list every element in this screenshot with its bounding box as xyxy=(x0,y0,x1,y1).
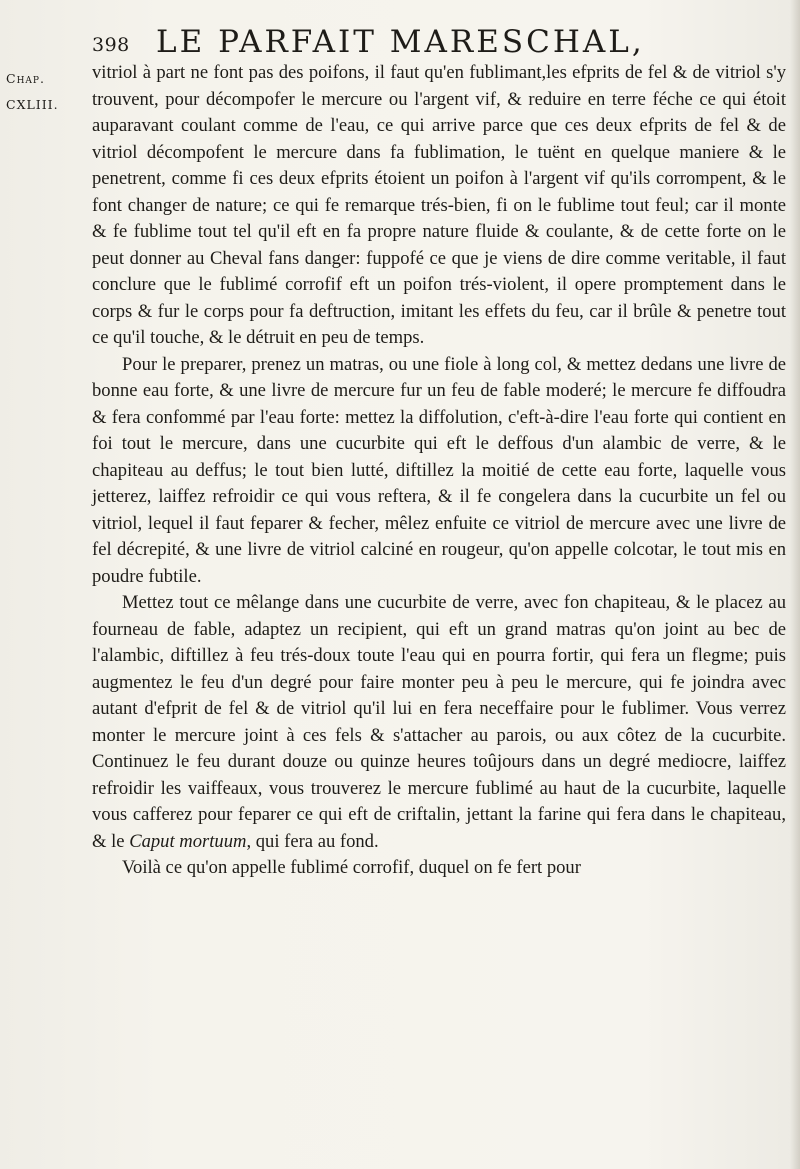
paragraph-3-end: , qui fera au fond. xyxy=(246,830,379,852)
running-head xyxy=(92,22,732,62)
book-title: LE PARFAIT MARESCHAL, xyxy=(156,24,645,60)
paragraph-4: Voilà ce qu'on appelle fublimé corrofif, duquel on fe fert pour xyxy=(122,857,581,878)
page-gutter-shadow xyxy=(790,0,800,1169)
paragraph-3-text: Mettez tout ce mêlange dans une cucurbite de verre, avec fon chapiteau, & le placez au fourneau de fable, adaptez un recipient, qui eft un grand matras qu'on joint au bec de l'alambic, diftillez à feu trés-doux toute l'eau qui en pourra fortir, qui fera un flegme; puis augmentez le feu d'un degré pour faire monter peu à peu le mercure, qui fe joindra avec autant d'efprit de fel & de vitriol qu'il lui en fera neceffaire pour le fublimer. Vous verrez monter le mercure joint à ces fels & s'attacher au parois, ou aux côtez de la cucurbite. Continuez le feu durant douze ou quinze heures toûjours dans un degré mediocre, laiffez refroidir les vaiffeaux, vous trouverez le mercure fublimé au haut de la cucurbite, laquelle vous cafferez pour feparer ce qui eft de criftalin, jettant la farine qui fera dans le chapiteau, & le xyxy=(92,592,786,852)
paragraph-1: vitriol à part ne font pas des poifons, il faut qu'en fublimant,les efprits de fel & de vitriol s'y trouvent, pour décompofer le mercure ou l'argent vif, & reduire en terre féche ce qui étoit auparavant coulant comme de l'eau, ce qui arrive parce que ces deux efprits de fel & de vitriol décompofent le mercure dans fa fublimation, le tuënt en quelque maniere & le penetrent, comme fi ces deux efprits étoient un poifon à l'argent vif qu'ils corrompent, & le font changer de nature; ce qui fe remarque trés-bien, fi on le fublime tout feul; car il monte & fe fublime tout tel qu'il eft en fa propre nature fluide & coulante, & de cette forte on le peut donner au Cheval fans danger: fuppofé ce que je viens de dire comme veritable, il faut conclure que le fublimé corrofif eft un poifon trés-violent, il opere promptement dans le corps & fur le corps pour fa deftruction, imitant les effets du feu, car il brûle & penetre tout ce qu'il touche, & le détruit en peu de temps. xyxy=(92,62,786,348)
margin-chap-number: CXLIII. xyxy=(6,97,59,112)
margin-chap-label: Chap. xyxy=(6,71,45,86)
margin-chapter-note xyxy=(6,66,88,118)
paragraph-3 xyxy=(92,590,786,855)
page-number: 398 xyxy=(92,34,130,56)
body-text xyxy=(92,60,786,882)
paragraph-2: Pour le preparer, prenez un matras, ou une fiole à long col, & mettez dedans une livre de bonne eau forte, & une livre de mercure fur un feu de fable moderé; le mercure fe diffoudra & fera confommé par l'eau forte: mettez la diffolution, c'eft-à-dire l'eau forte qui contient en foi tout le mercure, dans une cucurbite qui eft le deffous d'un alambic de verre, & le chapiteau au deffus; le tout bien lutté, diftillez la moitié de cette eau forte, laquelle vous jetterez, laiffez refroidir ce qui vous reftera, & il fe congelera dans la cucurbite un fel ou vitriol, lequel il faut feparer & fecher, mêlez enfuite ce vitriol de mercure avec une livre de fel décrepité, & une livre de vitriol calciné en rougeur, qu'on appelle colcotar, le tout mis en poudre fubtile. xyxy=(92,353,786,587)
caput-mortuum: Caput mortuum xyxy=(129,830,247,852)
